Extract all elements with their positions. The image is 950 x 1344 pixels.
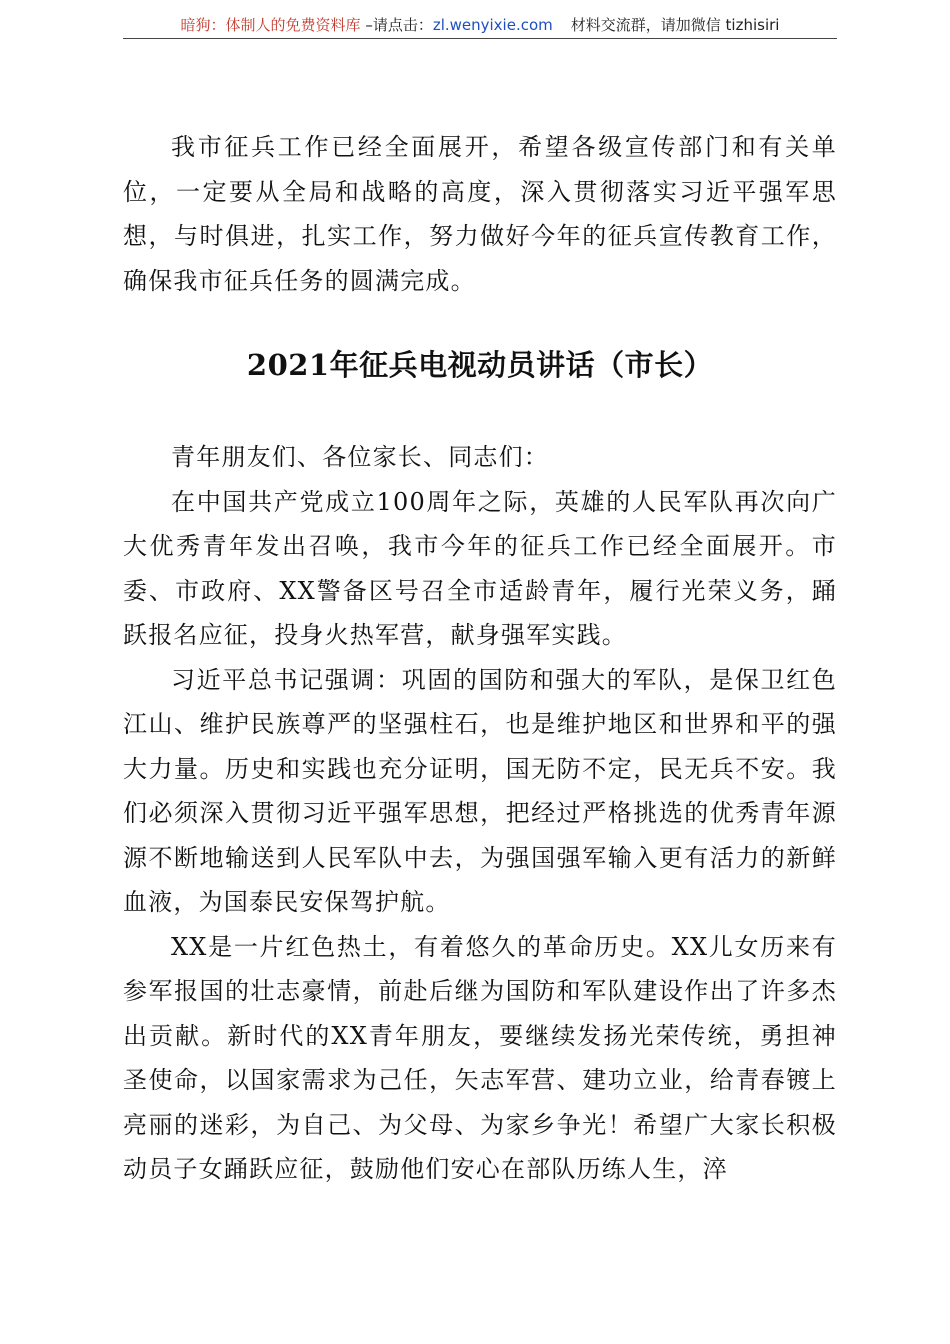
wechat-note: 材料交流群，请加微信 tizhisiri: [570, 16, 780, 34]
document-body: [123, 125, 837, 1192]
click-prompt: –请点击：: [360, 16, 433, 34]
site-name: 暗狗：体制人的免费资料库: [180, 16, 361, 34]
body-paragraph-2: 习近平总书记强调：巩固的国防和强大的军队，是保卫红色江山、维护民族尊严的坚强柱石，也是维护地区和世界和平的强大力量。历史和实践也充分证明，国无防不定，民无兵不安。我们必须深入贯彻习近平强军思想，把经过严格挑选的优秀青年源源不断地输送到人民军队中去，为强国强军输入更有活力的新鲜血液，为国泰民安保驾护航。: [123, 665, 837, 916]
page-header: [123, 14, 837, 39]
intro-paragraph: 我市征兵工作已经全面展开，希望各级宣传部门和有关单位，一定要从全局和战略的高度，深入贯彻落实习近平强军思想，与时俱进，扎实工作，努力做好今年的征兵宣传教育工作，确保我市征兵任务的圆满完成。: [123, 133, 837, 295]
body-paragraph-3: XX是一片红色热土，有着悠久的革命历史。XX儿女历来有参军报国的壮志豪情，前赴后继为国防和军队建设作出了许多杰出贡献。新时代的XX青年朋友，要继续发扬光荣传统，勇担神圣使命，以国家需求为己任，矢志军营、建功立业，给青春镀上亮丽的迷彩，为自己、为父母、为家乡争光！希望广大家长积极动员子女踊跃应征，鼓励他们安心在部队历练人生，淬: [123, 932, 837, 1183]
site-url-link[interactable]: zl.wenyixie.com: [432, 16, 553, 34]
greeting: 青年朋友们、各位家长、同志们：: [171, 443, 549, 471]
body-paragraph-1: 在中国共产党成立100周年之际，英雄的人民军队再次向广大优秀青年发出召唤，我市今年的征兵工作已经全面展开。市委、市政府、XX警备区号召全市适龄青年，履行光荣义务，踊跃报名应征，投身火热军营，献身强军实践。: [123, 487, 837, 649]
document-title: 2021年征兵电视动员讲话（市长）: [246, 348, 714, 382]
